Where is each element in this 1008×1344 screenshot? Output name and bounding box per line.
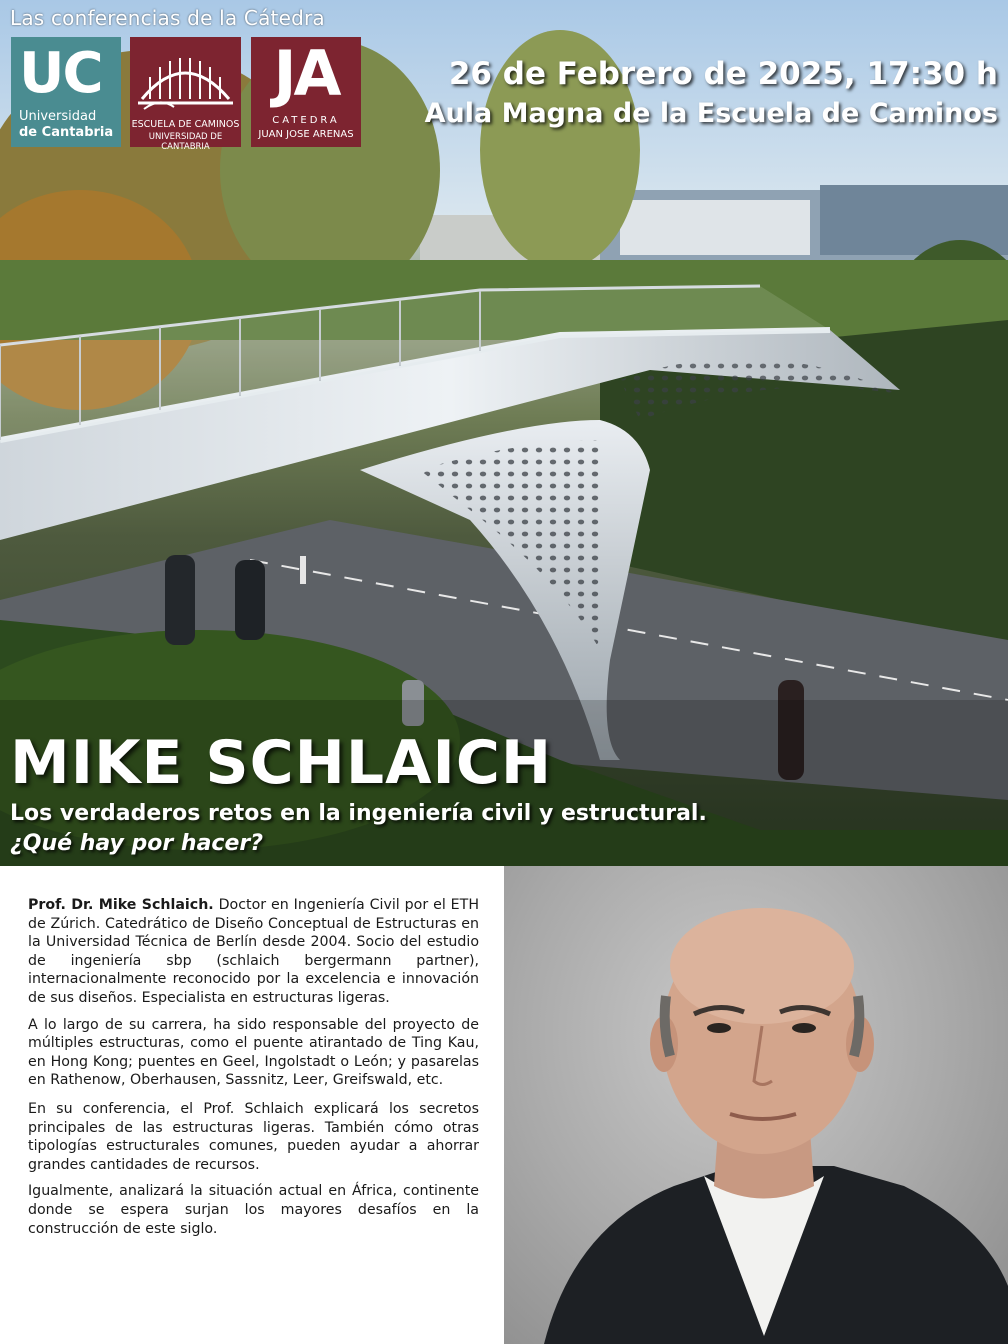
bio-paragraph-1 [28, 896, 479, 1008]
event-date: 26 de Febrero de 2025, 17:30 h [448, 56, 998, 92]
escuela-logo-line2: UNIVERSIDAD DE CANTABRIA [148, 132, 223, 152]
portrait-illustration [504, 866, 1008, 1344]
uc-logo-line2: de Cantabria [19, 125, 114, 140]
catedra-logo-line1: CATEDRA [272, 115, 340, 126]
bio-p1-text: Doctor en Ingeniería Civil por el ETH de Zúrich. Catedrático de Diseño Conceptual de Estructuras en la Universidad Técnica de Berlín desde 2004. Socio del estudio de ingeniería sbp (schlaich bergermann partner), internacionalmente reconocido por la excelencia e innovación de sus diseños. Especialista en estructuras ligeras. [28, 897, 479, 1006]
ja-logo-mark: JA [273, 37, 339, 110]
uc-logo-mark: UC [19, 41, 102, 106]
speaker-bio [28, 896, 479, 1246]
speaker-name: MIKE SCHLAICH [10, 728, 553, 798]
series-title: Las conferencias de la Cátedra [10, 6, 325, 30]
event-place: Aula Magna de la Escuela de Caminos [424, 98, 998, 129]
bio-paragraph-2: A lo largo de su carrera, ha sido responsable del proyecto de múltiples estructuras, como el puente atirantado de Ting Kau, en Hong Kong; puentes en Geel, Ingolstadt o León; y pasarelas en Rathenow, Oberhausen, Sassnitz, Leer, Greifswald, etc. [28, 1016, 479, 1089]
speaker-portrait [504, 866, 1008, 1344]
escuela-caminos-logo [130, 37, 241, 152]
escuela-logo-line1: ESCUELA DE CAMINOS [131, 119, 240, 130]
talk-question: ¿Qué hay por hacer? [10, 831, 263, 856]
catedra-logo-line2: JUAN JOSE ARENAS [258, 129, 354, 140]
uc-logo-line1: Universidad [19, 109, 97, 124]
bio-paragraph-4: Igualmente, analizará la situación actual en África, continente donde se espera surjan los mayores desafíos en la construcción de este siglo. [28, 1183, 479, 1237]
bridge-emblem-icon [130, 37, 241, 117]
catedra-arenas-logo [251, 37, 361, 147]
bio-paragraph-3: En su conferencia, el Prof. Schlaich explicará los secretos principales de las estructuras ligeras. También cómo otras tipologías estructurales comunes, pueden ayudar a ahorrar grandes cantidades de recursos. [28, 1100, 479, 1173]
universidad-cantabria-logo [11, 37, 121, 147]
talk-title: Los verdaderos retos en la ingeniería civil y estructural. [10, 801, 707, 826]
bio-lead: Prof. Dr. Mike Schlaich. [28, 897, 214, 913]
